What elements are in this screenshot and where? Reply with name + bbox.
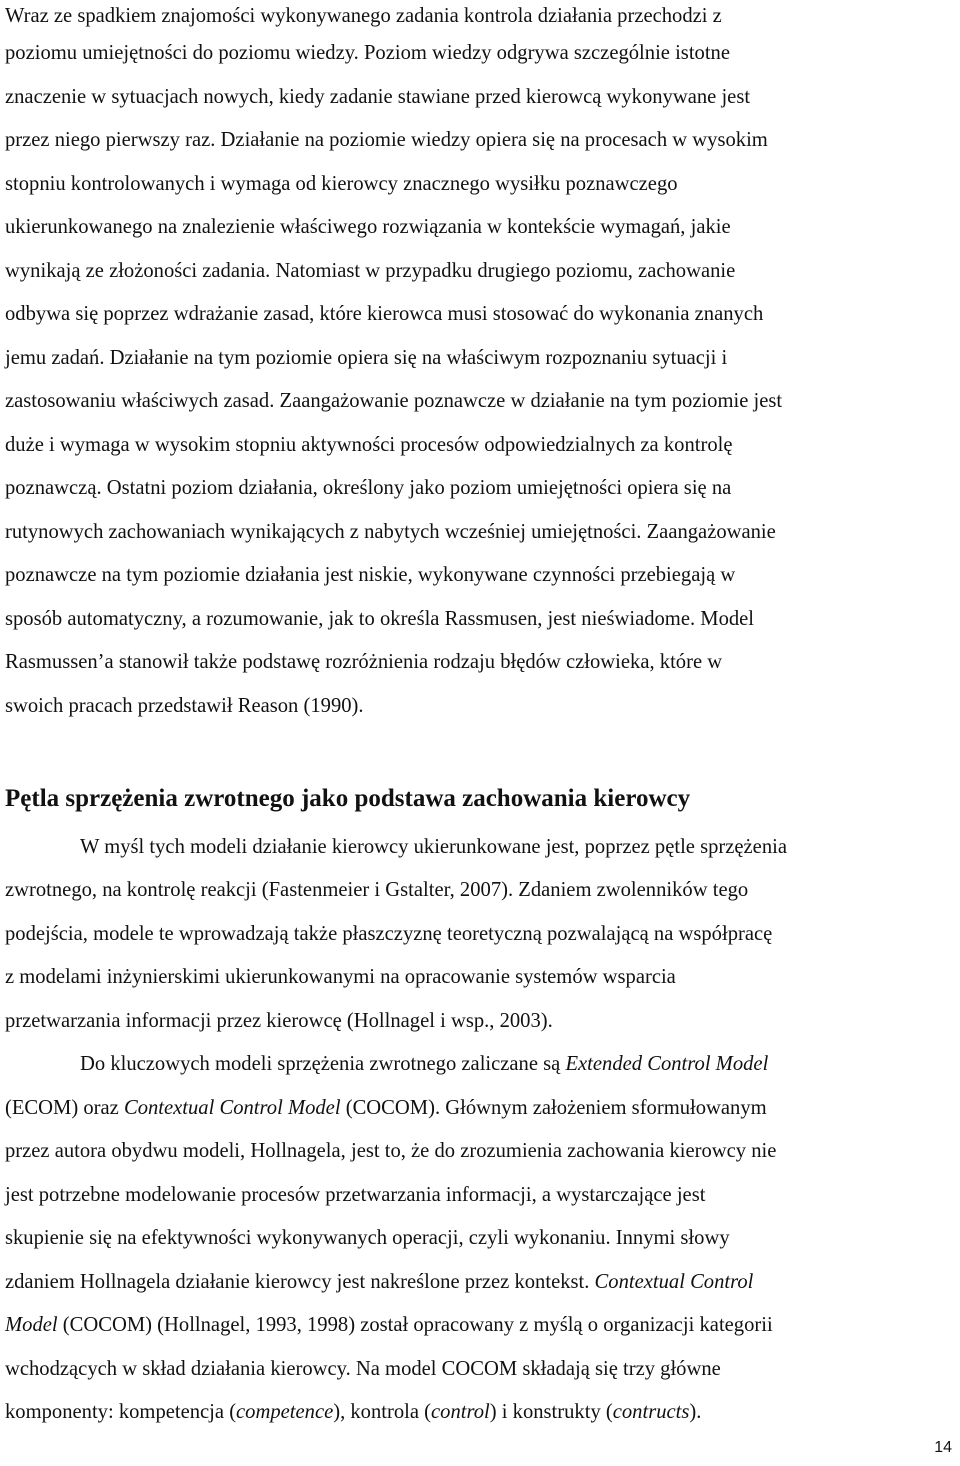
text-run: Do kluczowych modeli sprzężenia zwrotnego zaliczane są <box>80 1053 566 1075</box>
text-run: ), kontrola ( <box>333 1401 432 1423</box>
paragraph-line: przez autora obydwu modeli, Hollnagela, jest to, że do zrozumienia zachowania kierowcy nie <box>5 1140 777 1162</box>
italic-term: contructs <box>612 1401 690 1423</box>
paragraph-line: stopniu kontrolowanych i wymaga od kierowcy znacznego wysiłku poznawczego <box>5 173 678 195</box>
italic-term: Contextual Control <box>594 1271 754 1293</box>
text-run: ). <box>689 1401 702 1423</box>
paragraph-line: zastosowaniu właściwych zasad. Zaangażowanie poznawcze w działanie na tym poziomie jest <box>5 390 783 412</box>
text-run: (COCOM). Głównym założeniem sformułowanym <box>340 1097 767 1119</box>
paragraph-line: poznawcze na tym poziomie działania jest niskie, wykonywane czynności przebiegają w <box>5 564 736 586</box>
italic-term: competence <box>236 1401 334 1423</box>
paragraph-line: W myśl tych modeli działanie kierowcy ukierunkowane jest, poprzez pętle sprzężenia <box>80 836 787 858</box>
paragraph-line: Wraz ze spadkiem znajomości wykonywanego zadania kontrola działania przechodzi z <box>5 5 722 27</box>
paragraph-line: ukierunkowanego na znalezienie właściwego rozwiązania w kontekście wymagań, jakie <box>5 216 731 238</box>
paragraph-line: zwrotnego, na kontrolę reakcji (Fastenmeier i Gstalter, 2007). Zdaniem zwolenników tego <box>5 879 749 901</box>
paragraph-line: Rasmussen’a stanowił także podstawę rozróżnienia rodzaju błędów człowieka, które w <box>5 651 723 673</box>
paragraph-line: poziomu umiejętności do poziomu wiedzy. Poziom wiedzy odgrywa szczególnie istotne <box>5 42 730 64</box>
paragraph-line <box>80 1049 768 1079</box>
paragraph-line: rutynowych zachowaniach wynikających z nabytych wcześniej umiejętności. Zaangażowanie <box>5 521 776 543</box>
text-run: zdaniem Hollnagela działanie kierowcy jest nakreślone przez kontekst. <box>5 1271 595 1293</box>
paragraph-line: znaczenie w sytuacjach nowych, kiedy zadanie stawiane przed kierowcą wykonywane jest <box>5 86 751 108</box>
paragraph-line <box>5 1093 767 1123</box>
italic-term: Contextual Control Model <box>123 1097 341 1119</box>
section-heading: Pętla sprzężenia zwrotnego jako podstawa zachowania kierowcy <box>5 785 691 812</box>
paragraph-line: jest potrzebne modelowanie procesów przetwarzania informacji, a wystarczające jest <box>5 1184 706 1206</box>
paragraph-line: sposób automatyczny, a rozumowanie, jak to określa Rassmusen, jest nieświadome. Model <box>5 608 755 630</box>
paragraph-line: poznawczą. Ostatni poziom działania, określony jako poziom umiejętności opiera się na <box>5 477 732 499</box>
text-run: (ECOM) oraz <box>5 1097 124 1119</box>
text-run: komponenty: kompetencja ( <box>5 1401 237 1423</box>
paragraph-line <box>5 1397 701 1427</box>
paragraph-line: przez niego pierwszy raz. Działanie na poziomie wiedzy opiera się na procesach w wysokim <box>5 129 768 151</box>
paragraph-line: swoich pracach przedstawił Reason (1990). <box>5 695 364 717</box>
text-run: (COCOM) (Hollnagel, 1993, 1998) został opracowany z myślą o organizacji kategorii <box>57 1314 773 1336</box>
paragraph-line: duże i wymaga w wysokim stopniu aktywności procesów odpowiedzialnych za kontrolę <box>5 434 733 456</box>
paragraph-line: jemu zadań. Działanie na tym poziomie opiera się na właściwym rozpoznaniu sytuacji i <box>5 347 728 369</box>
paragraph-line: wchodzących w skład działania kierowcy. Na model COCOM składają się trzy główne <box>5 1358 721 1380</box>
paragraph-line <box>5 1310 773 1340</box>
paragraph-line: z modelami inżynierskimi ukierunkowanymi na opracowanie systemów wsparcia <box>5 966 676 988</box>
italic-term: Extended Control Model <box>565 1053 769 1075</box>
paragraph-line: przetwarzania informacji przez kierowcę (Hollnagel i wsp., 2003). <box>5 1010 553 1032</box>
paragraph-line: odbywa się poprzez wdrażanie zasad, które kierowca musi stosować do wykonania znanych <box>5 303 764 325</box>
paragraph-line: skupienie się na efektywności wykonywanych operacji, czyli wykonaniu. Innymi słowy <box>5 1227 730 1249</box>
paragraph-line: podejścia, modele te wprowadzają także płaszczyznę teoretyczną pozwalającą na współpracę <box>5 923 773 945</box>
page-number: 14 <box>934 1439 952 1456</box>
paragraph-line: wynikają ze złożoności zadania. Natomiast w przypadku drugiego poziomu, zachowanie <box>5 260 736 282</box>
text-run: ) i konstrukty ( <box>489 1401 613 1423</box>
italic-term: Model <box>5 1314 58 1336</box>
paragraph-line <box>5 1267 753 1297</box>
italic-term: control <box>431 1401 490 1423</box>
